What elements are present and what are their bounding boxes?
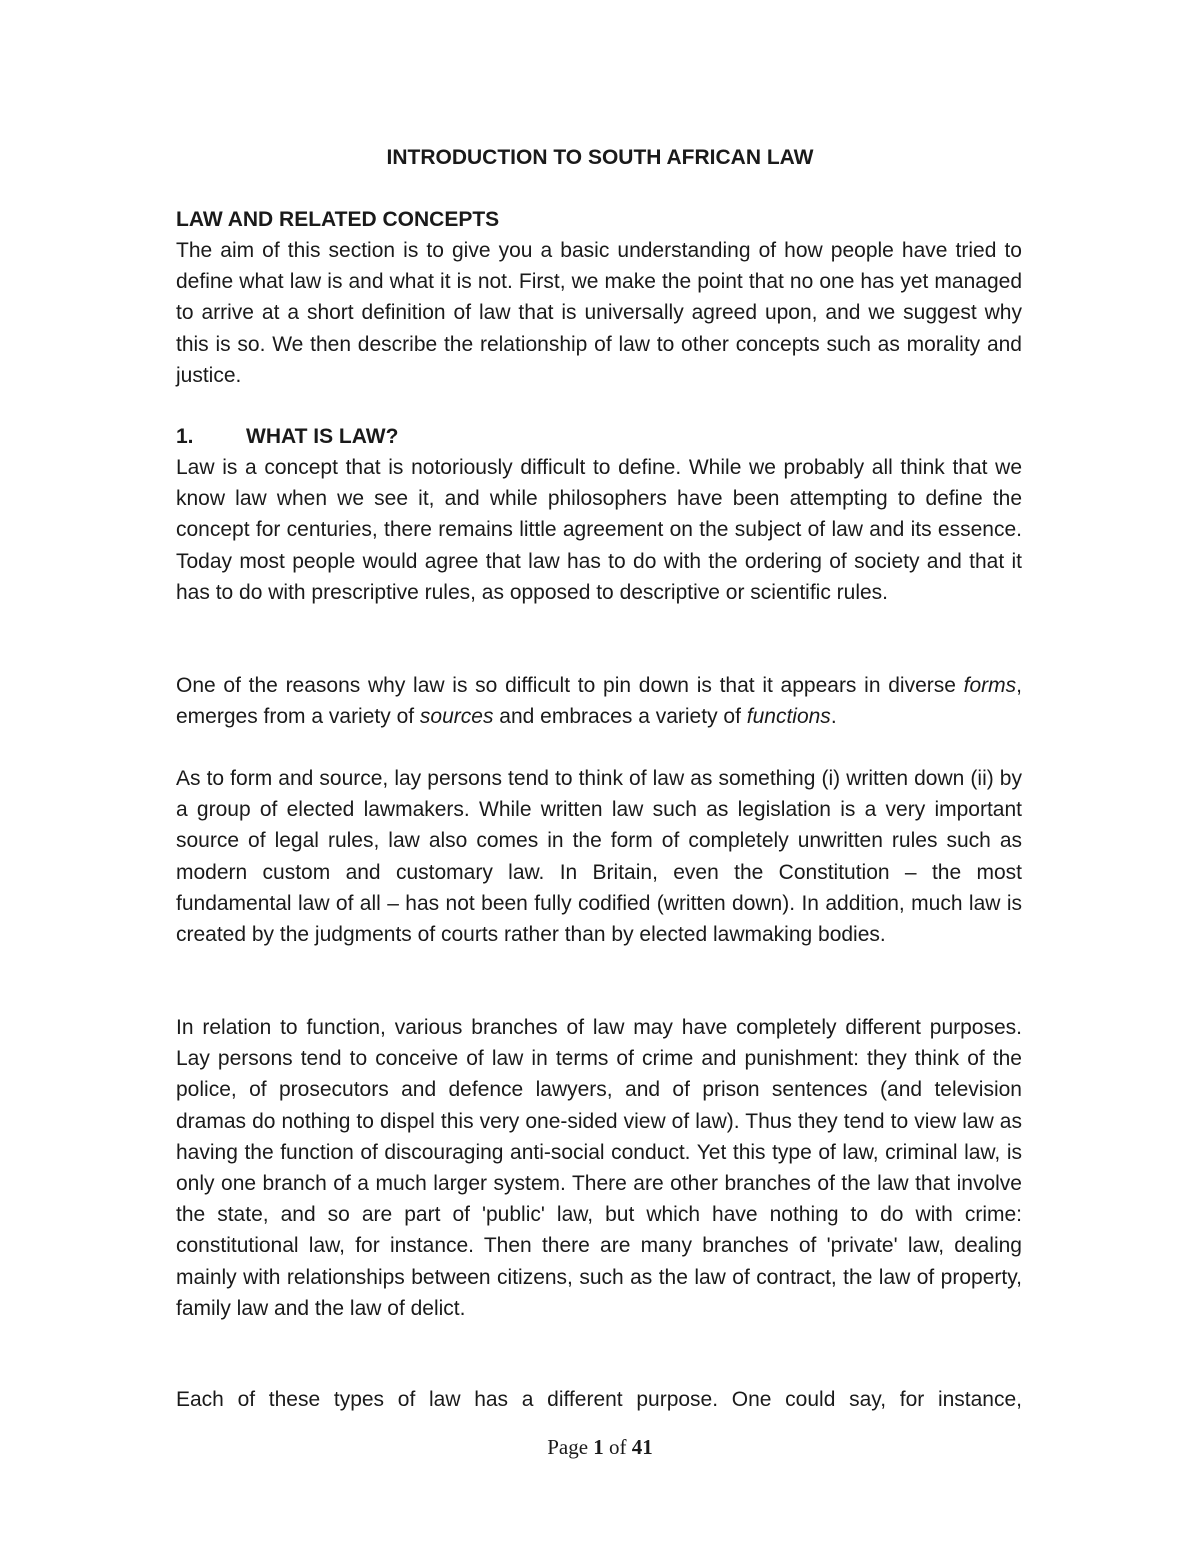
para2-italic-forms: forms — [963, 674, 1017, 697]
paragraph-5-text: Each of these types of law has a different purpose. One could say, for instance, — [176, 1388, 1022, 1411]
paragraph-4 — [176, 1012, 1022, 1324]
subsection-number: 1. — [176, 425, 194, 448]
footer-page-word: Page — [547, 1435, 589, 1459]
paragraph-3-text: As to form and source, lay persons tend to think of law as something (i) written down (ii) by a group of elected lawmakers. While written law such as legislation is a very important source of legal rules, law also comes in the form of completely unwritten rules such as modern custom and customary law. In Britain, even the Constitution – the most fundamental law of all – has not been fully codified (written down). In addition, much law is created by the judgments of courts rather than by elected lawmaking bodies. — [176, 767, 1022, 947]
footer-of-word: of — [609, 1435, 627, 1459]
para2-italic-functions: functions — [746, 705, 831, 729]
paragraph-5 — [176, 1384, 1022, 1415]
paragraph-1 — [176, 452, 1022, 608]
para2-text-a: One of the reasons why law is so difficult to pin down is that it appears in diverse — [176, 674, 964, 697]
para2-text-d: . — [830, 705, 837, 729]
page-footer — [0, 1434, 1200, 1461]
footer-total-pages: 41 — [631, 1435, 653, 1459]
section-heading-text: LAW AND RELATED CONCEPTS — [176, 208, 500, 231]
paragraph-2-text — [176, 670, 1022, 732]
para2-italic-sources: sources — [419, 705, 494, 729]
document-title: INTRODUCTION TO SOUTH AFRICAN LAW — [386, 146, 814, 169]
paragraph-4-text: In relation to function, various branches of law may have completely different purposes. Lay persons tend to conceive of law in terms of crime and punishment: they think of the police, of prosecutors and defence lawyers, and of prison sentences (and television dramas do nothing to dispel this very one-sided view of law). Thus they tend to view law as having the function of discouraging anti-social conduct. Yet this type of law, criminal law, is only one branch of a much larger system. There are other branches of the law that involve the state, and so are part of 'public' law, but which have nothing to do with crime: constitutional law, for instance. Then there are many branches of 'private' law, dealing mainly with relationships between citizens, such as the law of contract, the law of property, family law and the law of delict. — [176, 1016, 1022, 1320]
section-intro — [176, 235, 1022, 391]
subsection-title: WHAT IS LAW? — [246, 425, 399, 448]
footer-page-number: 1 — [593, 1435, 604, 1459]
section-intro-paragraph: The aim of this section is to give you a basic understanding of how people have tried to define what law is and what it is not. First, we make the point that no one has yet managed to arrive at a short definition of law that is universally agreed upon, and we suggest why this is so. We then describe the relationship of law to other concepts such as morality and justice. — [176, 239, 1022, 387]
paragraph-2 — [176, 670, 1022, 732]
paragraph-1-text: Law is a concept that is notoriously difficult to define. While we probably all think that we know law when we see it, and while philosophers have been attempting to define the concept for centuries, there remains little agreement on the subject of law and its essence. Today most people would agree that law has to do with the ordering of society and that it has to do with prescriptive rules, as opposed to descriptive or scientific rules. — [176, 456, 1022, 604]
subsection-heading — [176, 421, 1022, 452]
para2-text-b: , emerges from a variety of — [176, 674, 1022, 729]
paragraph-3 — [176, 763, 1022, 950]
section-heading — [176, 204, 1022, 235]
para2-text-c: and embraces a variety of — [493, 705, 747, 729]
